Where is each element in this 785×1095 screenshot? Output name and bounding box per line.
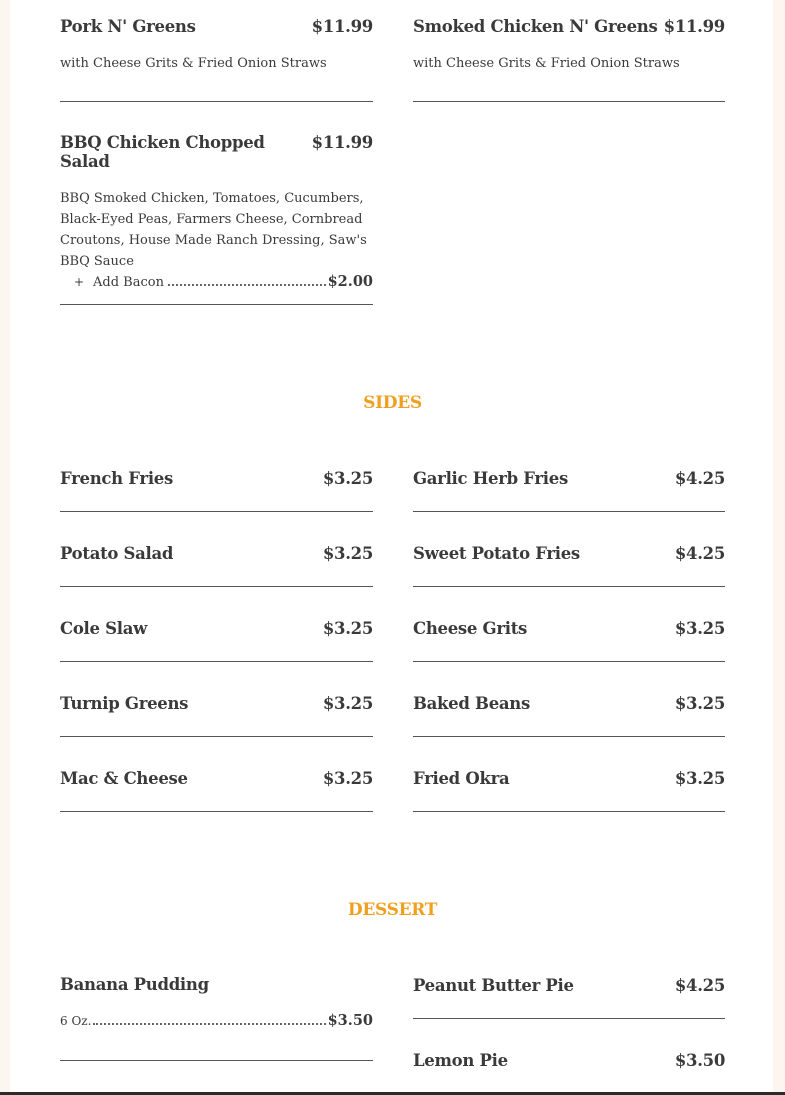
divider <box>60 511 373 512</box>
item-name: Lemon Pie <box>413 1051 508 1070</box>
item-price: $3.25 <box>322 769 373 788</box>
item-price: $3.25 <box>322 694 373 713</box>
divider <box>413 661 725 662</box>
item-price: $3.25 <box>674 769 725 788</box>
side-fried-okra <box>413 769 725 788</box>
side-mac-and-cheese <box>60 769 373 788</box>
option-price: $3.50 <box>327 1012 373 1029</box>
dot-leader <box>93 1022 325 1025</box>
addon-row <box>60 273 373 290</box>
divider <box>60 811 373 812</box>
item-name: Turnip Greens <box>60 694 189 713</box>
item-name: Sweet Potato Fries <box>413 544 580 563</box>
item-name: Banana Pudding <box>60 975 209 994</box>
side-french-fries <box>60 469 373 488</box>
option-label: 6 Oz. <box>60 1014 92 1028</box>
side-turnip-greens <box>60 694 373 713</box>
item-description: with Cheese Grits & Fried Onion Straws <box>60 56 327 71</box>
item-description: with Cheese Grits & Fried Onion Straws <box>413 56 680 71</box>
divider <box>60 586 373 587</box>
item-name: BBQ Chicken Chopped Salad <box>60 133 265 171</box>
divider <box>60 1060 373 1061</box>
item-name: Garlic Herb Fries <box>413 469 568 488</box>
item-name: Fried Okra <box>413 769 510 788</box>
item-name: French Fries <box>60 469 173 488</box>
item-name: Cole Slaw <box>60 619 148 638</box>
item-price: $3.25 <box>322 544 373 563</box>
item-name: Cheese Grits <box>413 619 528 638</box>
divider <box>413 101 725 102</box>
dessert-peanut-butter-pie <box>413 976 725 995</box>
item-name: Mac & Cheese <box>60 769 188 788</box>
item-price: $11.99 <box>311 133 373 152</box>
divider <box>60 736 373 737</box>
item-price: $4.25 <box>674 976 725 995</box>
item-price: $4.25 <box>674 469 725 488</box>
addon-price: $2.00 <box>327 273 373 290</box>
addon-label: Add Bacon <box>93 275 164 290</box>
dessert-lemon-pie <box>413 1051 725 1070</box>
section-title-sides: SIDES <box>363 393 422 413</box>
item-description: BBQ Smoked Chicken, Tomatoes, Cucumbers, Black-Eyed Peas, Farmers Cheese, Cornbread Croutons, House Made Ranch Dressing, Saw's BBQ Sauce <box>60 191 367 269</box>
item-price: $3.25 <box>674 694 725 713</box>
side-sweet-potato-fries <box>413 544 725 563</box>
menu-item-bbq-chicken-chopped-salad <box>60 133 373 290</box>
item-price: $3.25 <box>674 619 725 638</box>
dessert-banana-pudding <box>60 975 373 1029</box>
divider <box>60 661 373 662</box>
item-name: Potato Salad <box>60 544 174 563</box>
divider <box>413 1018 725 1019</box>
item-name: Pork N' Greens <box>60 17 196 36</box>
item-name: Baked Beans <box>413 694 530 713</box>
item-price: $3.25 <box>322 619 373 638</box>
divider <box>413 511 725 512</box>
side-cole-slaw <box>60 619 373 638</box>
item-price: $3.25 <box>322 469 373 488</box>
item-price: $11.99 <box>663 17 725 36</box>
menu-item-pork-n-greens <box>60 17 373 74</box>
item-name: Smoked Chicken N' Greens <box>413 17 658 36</box>
item-name: Peanut Butter Pie <box>413 976 574 995</box>
section-title-dessert: DESSERT <box>347 900 438 920</box>
side-potato-salad <box>60 544 373 563</box>
side-baked-beans <box>413 694 725 713</box>
menu-item-smoked-chicken-n-greens <box>413 17 725 74</box>
side-cheese-grits <box>413 619 725 638</box>
divider <box>60 101 373 102</box>
divider <box>413 586 725 587</box>
item-price: $3.50 <box>674 1051 725 1070</box>
dot-leader <box>168 283 326 286</box>
divider <box>413 811 725 812</box>
divider <box>60 304 373 305</box>
item-price: $4.25 <box>674 544 725 563</box>
item-price: $11.99 <box>311 17 373 36</box>
side-garlic-herb-fries <box>413 469 725 488</box>
plus-icon: + <box>74 275 85 289</box>
divider <box>413 736 725 737</box>
size-option-row <box>60 1012 373 1029</box>
